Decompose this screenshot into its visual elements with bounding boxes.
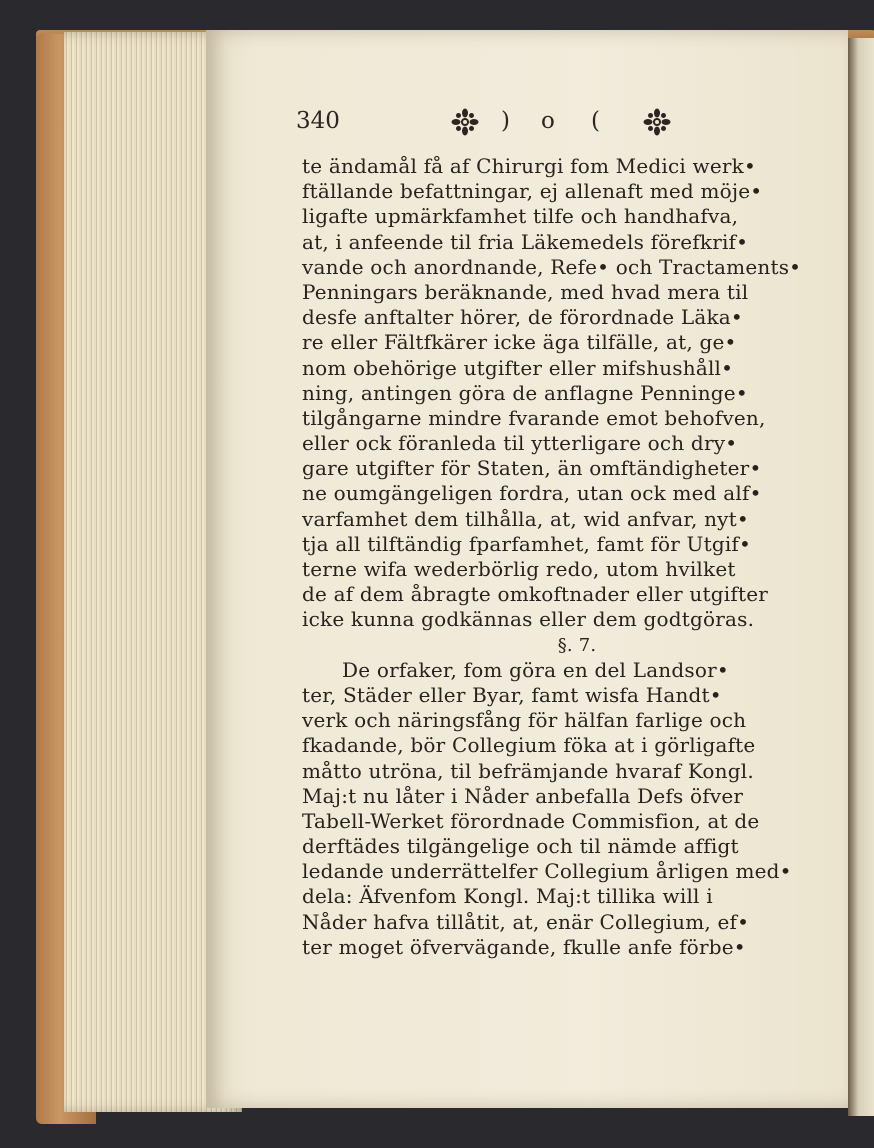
text-line: gare utgifter för Staten, än omftändigheter• xyxy=(302,456,762,481)
text-line: tja all tilftändig fparfamhet, famt för Utgif• xyxy=(302,531,752,556)
running-head xyxy=(296,104,816,144)
text-line: terne wifa wederbörlig redo, utom hvilket xyxy=(302,557,736,581)
text-line: ter, Städer eller Byar, famt wisfa Handt• xyxy=(302,682,722,707)
text-line: ning, antingen göra de anflagne Penninge• xyxy=(302,380,748,405)
head-center-mark: o xyxy=(541,108,555,134)
text-line: Maj:t nu låter i Nåder anbefalla Defs öfver xyxy=(302,783,744,808)
text-line: eller ock föranleda til ytterligare och dry• xyxy=(302,431,738,456)
text-line: ledande underrättelfer Collegium årligen med• xyxy=(302,859,792,884)
text-line: ftällande befattningar, ej allenaft med möje• xyxy=(302,179,763,204)
text-line: derftädes tilgängelige och til nämde affigt xyxy=(302,834,739,859)
head-paren-left: ) xyxy=(501,108,510,134)
facing-page-edge xyxy=(848,38,874,1116)
text-line: verk och näringsfång för hälfan farlige och xyxy=(302,708,747,733)
head-paren-right: ( xyxy=(591,108,600,134)
text-line: Tabell-Werket förordnade Commisfion, at de xyxy=(302,808,760,833)
book xyxy=(30,24,874,1128)
text-line: de af dem åbragte omkoftnader eller utgifter xyxy=(302,582,768,607)
text-line: icke kunna godkännas eller dem godtgöras. xyxy=(302,607,755,632)
text-line: at, i anfeende til fria Läkemedels förefkrif• xyxy=(302,229,749,254)
text-line: dela: Äfvenfom Kongl. Maj:t tillika will i xyxy=(302,884,713,909)
flower-ornament-icon xyxy=(451,108,479,136)
page-number: 340 xyxy=(296,108,340,134)
text-line: ligafte upmärkfamhet tilfe och handhafva, xyxy=(302,204,739,229)
text-line: ne oumgängeligen fordra, utan ock med alf• xyxy=(302,481,762,506)
text-line: te ändamål få af Chirurgi fom Medici werk• xyxy=(302,154,756,178)
text-line: Penningars beräknande, med hvad mera til xyxy=(302,279,749,304)
text-line: ter moget öfvervägande, fkulle anfe förbe• xyxy=(302,934,746,959)
section-heading: §. 7. xyxy=(557,634,597,656)
text-line: re eller Fältfkärer icke äga tilfälle, at, ge• xyxy=(302,330,737,355)
text-line: De orfaker, fom göra en del Landsor• xyxy=(342,657,729,682)
text-line: varfamhet dem tilhålla, at, wid anfvar, nyt• xyxy=(302,506,749,531)
text-line: Nåder hafva tillåtit, at, enär Collegium, ef• xyxy=(302,909,750,934)
text-line: nom obehörige utgifter eller mifshushåll• xyxy=(302,355,734,380)
text-line: vande och anordnande, Refe• och Tractaments• xyxy=(302,254,802,279)
text-line: tilgångarne mindre fvarande emot behofven, xyxy=(302,405,766,430)
text-line: desfe anftalter hörer, de förordnade Läka• xyxy=(302,305,743,330)
flower-ornament-icon xyxy=(643,108,671,136)
book-page xyxy=(206,30,848,1108)
text-line: fkadande, bör Collegium föka at i görligafte xyxy=(302,733,756,758)
body-text xyxy=(302,154,832,960)
text-line: måtto utröna, til befrämjande hvaraf Kongl. xyxy=(302,758,754,783)
